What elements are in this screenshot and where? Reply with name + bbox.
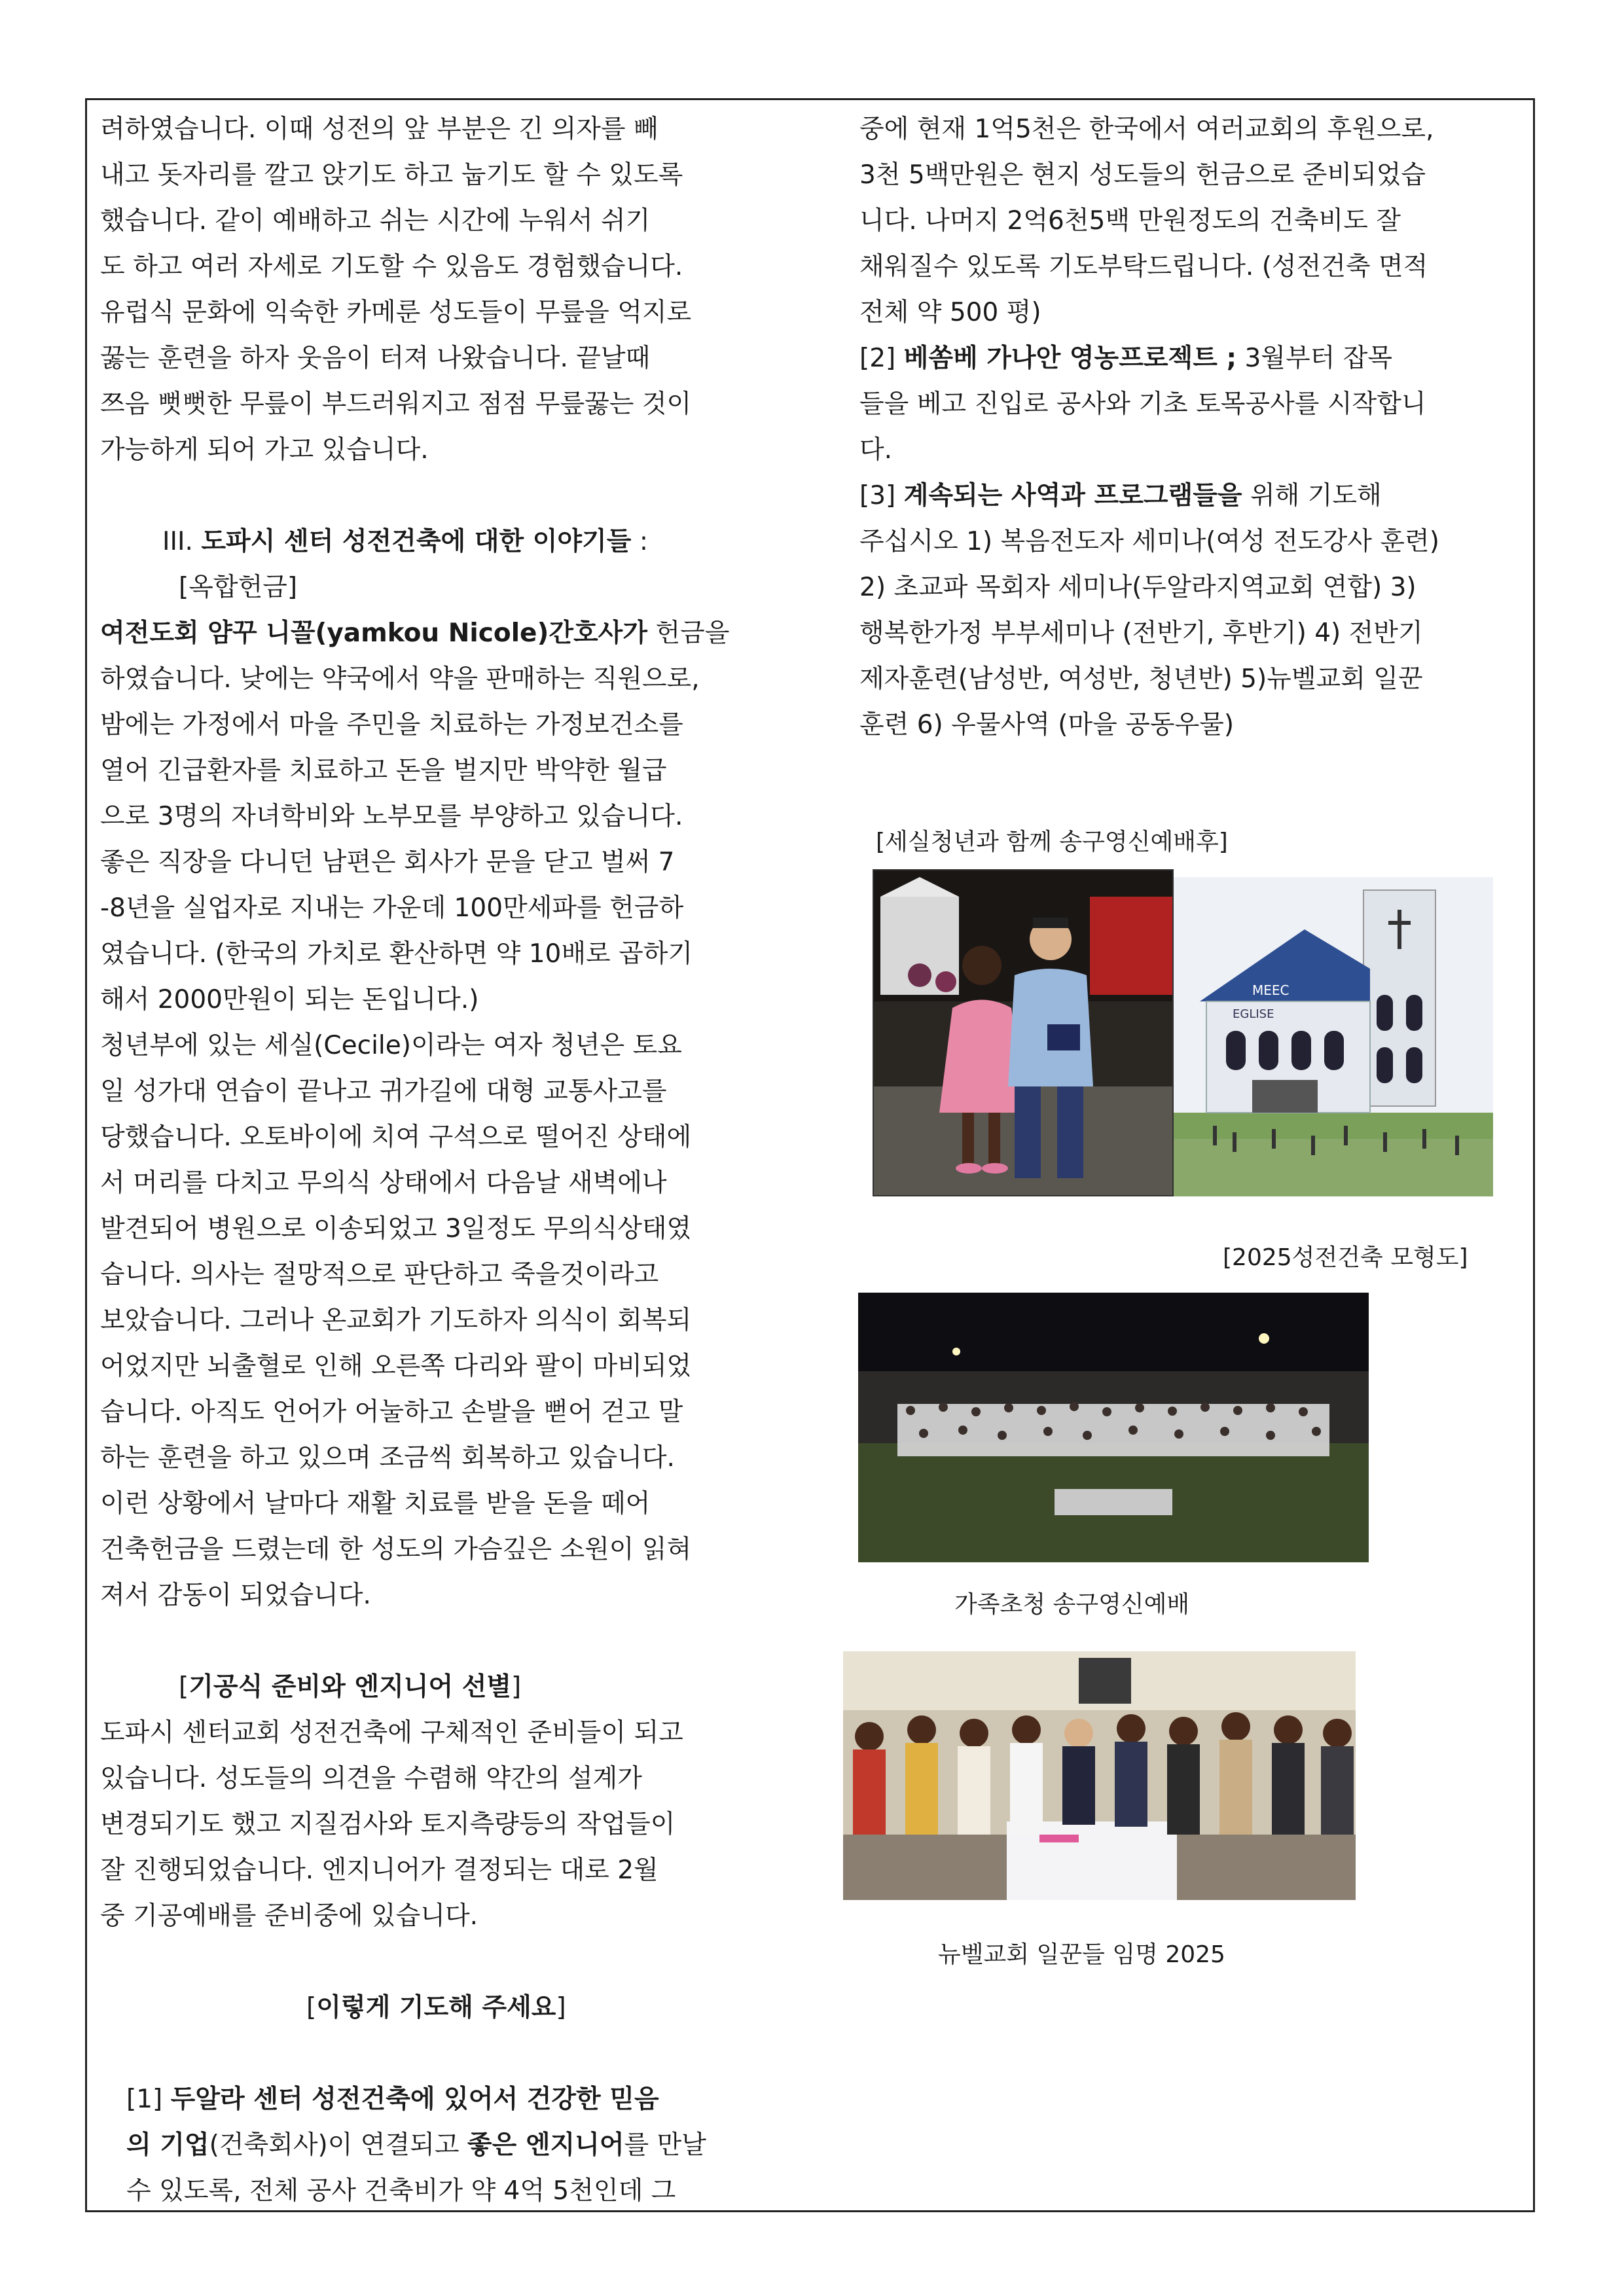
text-line: 전체 약 500 평) <box>859 298 1041 327</box>
text-line: 중에 현재 1억5천은 한국에서 여러교회의 후원으로, <box>859 115 1434 144</box>
text-line: 수 있도록, 전체 공사 건축비가 약 4억 5천인데 그 <box>126 2176 676 2206</box>
building-sign-meec: MEEC <box>1252 982 1290 998</box>
text-line: 내고 돗자리를 깔고 앉기도 하고 눕기도 할 수 있도록 <box>100 160 683 190</box>
text-line: 해서 2000만원이 되는 돈입니다.) <box>100 985 479 1014</box>
text-line: 청년부에 있는 세실(Cecile)이라는 여자 청년은 토요 <box>100 1031 682 1060</box>
text-line: 도 하고 여러 자세로 기도할 수 있음도 경험했습니다. <box>100 252 683 281</box>
page-frame <box>85 98 1535 2212</box>
photo-cecile-with-pastor <box>873 869 1174 1196</box>
text-line: 주십시오 1) 복음전도자 세미나(여성 전도강사 훈련) <box>859 527 1439 556</box>
left-column <box>100 107 810 2214</box>
text-line: 니다. 나머지 2억6천5백 만원정도의 건축비도 잘 <box>859 206 1401 236</box>
text-line: [옥합헌금] <box>179 573 298 602</box>
text-line: 여전도회 얌꾸 니꼴(yamkou Nicole)간호사가 헌금을 <box>100 619 730 648</box>
text-line: 쯔음 뻣뻣한 무릎이 부드러워지고 점점 무릎꿇는 것이 <box>100 389 692 419</box>
text-line: 서 머리를 다치고 무의식 상태에서 다음날 새벽에나 <box>100 1168 667 1198</box>
text-line: 져서 감동이 되었습니다. <box>100 1581 371 1610</box>
text-line: [1] 두알라 센터 성전건축에 있어서 건강한 믿음 <box>126 2085 659 2114</box>
text-line: 도파시 센터교회 성전건축에 구체적인 준비들이 되고 <box>100 1718 683 1748</box>
text-line: 했습니다. 같이 예배하고 쉬는 시간에 누워서 쉬기 <box>100 206 651 236</box>
text-line: 훈련 6) 우물사역 (마을 공동우물) <box>859 710 1235 740</box>
paragraph-gap <box>100 1619 810 1664</box>
text-line: 열어 긴급환자를 치료하고 돈을 벌지만 박약한 월급 <box>100 756 667 785</box>
text-line: 당했습니다. 오토바이에 치여 구석으로 떨어진 상태에 <box>100 1122 692 1152</box>
text-line: [기공식 준비와 엔지니어 선별] <box>179 1672 522 1702</box>
caption-cecile: [세실청년과 함께 송구영신예배후] <box>876 829 1228 855</box>
photo-family-service <box>858 1293 1369 1562</box>
text-line: 채워질수 있도록 기도부탁드립니다. (성전건축 면적 <box>859 252 1428 281</box>
paragraph-gap <box>100 1939 810 1985</box>
text-line: 발견되어 병원으로 이송되었고 3일정도 무의식상태였 <box>100 1214 692 1244</box>
caption-model: [2025성전건축 모형도] <box>1223 1244 1468 1271</box>
right-column <box>859 107 1527 748</box>
text-line: [2] 베쏨베 가나안 영농프로젝트 ; 3월부터 잡목 <box>859 344 1393 373</box>
paragraph-gap <box>100 2031 810 2077</box>
text-line: 잘 진행되었습니다. 엔지니어가 결정되는 대로 2월 <box>100 1856 659 1885</box>
text-line: 으로 3명의 자녀학비와 노부모를 부양하고 있습니다. <box>100 802 683 831</box>
text-line: 습니다. 의사는 절망적으로 판단하고 죽을것이라고 <box>100 1260 659 1289</box>
caption-nouvelle-workers: 뉴벨교회 일꾼들 임명 2025 <box>938 1941 1225 1968</box>
nouvelle-workers-svg <box>843 1651 1356 1900</box>
text-line: 일 성가대 연습이 끝나고 귀가길에 대형 교통사고를 <box>100 1077 667 1106</box>
text-line: 제자훈련(남성반, 여성반, 청년반) 5)뉴벨교회 일꾼 <box>859 664 1423 694</box>
text-line: -8년을 실업자로 지내는 가운데 100만세파를 헌금하 <box>100 893 684 923</box>
text-line: 습니다. 아직도 언어가 어눌하고 손발을 뻗어 걷고 말 <box>100 1397 683 1427</box>
text-line: 가능하게 되어 가고 있습니다. <box>100 435 429 465</box>
church-model-svg <box>1174 877 1493 1196</box>
text-line: 였습니다. (한국의 가치로 환산하면 약 10배로 곱하기 <box>100 939 693 969</box>
photo-church-model <box>1174 877 1493 1196</box>
text-line: 다. <box>859 435 893 465</box>
paragraph-gap <box>100 473 810 519</box>
photo-nouvelle-workers <box>843 1651 1356 1900</box>
text-line: 건축헌금을 드렸는데 한 성도의 가슴깊은 소원이 읽혀 <box>100 1535 692 1564</box>
caption-family-service: 가족초청 송구영신예배 <box>954 1591 1190 1618</box>
text-line: III. 도파시 센터 성전건축에 대한 이야기들 : <box>162 527 648 556</box>
text-line: 3천 5백만원은 현지 성도들의 헌금으로 준비되었습 <box>859 160 1426 190</box>
text-line: 이런 상황에서 날마다 재활 치료를 받을 돈을 떼어 <box>100 1489 651 1518</box>
text-line: 밤에는 가정에서 마을 주민을 치료하는 가정보건소를 <box>100 710 683 740</box>
photo-cecile-svg <box>874 870 1174 1196</box>
text-line: 있습니다. 성도들의 의견을 수렴해 약간의 설계가 <box>100 1764 642 1793</box>
text-line: 어었지만 뇌출혈로 인해 오른쪽 다리와 팔이 마비되었 <box>100 1352 692 1381</box>
text-line: 변경되기도 했고 지질검사와 토지측량등의 작업들이 <box>100 1810 676 1839</box>
text-line: 유럽식 문화에 익숙한 카메룬 성도들이 무릎을 억지로 <box>100 298 692 327</box>
family-service-svg <box>858 1293 1369 1562</box>
text-line: [3] 계속되는 사역과 프로그램들을 위해 기도해 <box>859 481 1382 511</box>
text-line: 려하였습니다. 이때 성전의 앞 부분은 긴 의자를 빼 <box>100 115 659 144</box>
text-line: 좋은 직장을 다니던 남편은 회사가 문을 닫고 벌써 7 <box>100 848 675 877</box>
text-line: [이렇게 기도해 주세요] <box>306 1993 566 2022</box>
text-line: 하였습니다. 낮에는 약국에서 약을 판매하는 직원으로, <box>100 664 700 694</box>
text-line: 의 기업(건축회사)이 연결되고 좋은 엔지니어를 만날 <box>126 2130 706 2160</box>
text-line: 보았습니다. 그러나 온교회가 기도하자 의식이 회복되 <box>100 1306 692 1335</box>
text-line: 꿇는 훈련을 하자 웃음이 터져 나왔습니다. 끝날때 <box>100 344 651 373</box>
text-line: 2) 초교파 목회자 세미나(두알라지역교회 연합) 3) <box>859 573 1416 602</box>
text-line: 들을 베고 진입로 공사와 기초 토목공사를 시작합니 <box>859 389 1426 419</box>
text-line: 행복한가정 부부세미나 (전반기, 후반기) 4) 전반기 <box>859 619 1423 648</box>
text-line: 하는 훈련을 하고 있으며 조금씩 회복하고 있습니다. <box>100 1443 675 1473</box>
text-line: 중 기공예배를 준비중에 있습니다. <box>100 1901 478 1931</box>
building-sign-eglise: EGLISE <box>1233 1007 1274 1021</box>
